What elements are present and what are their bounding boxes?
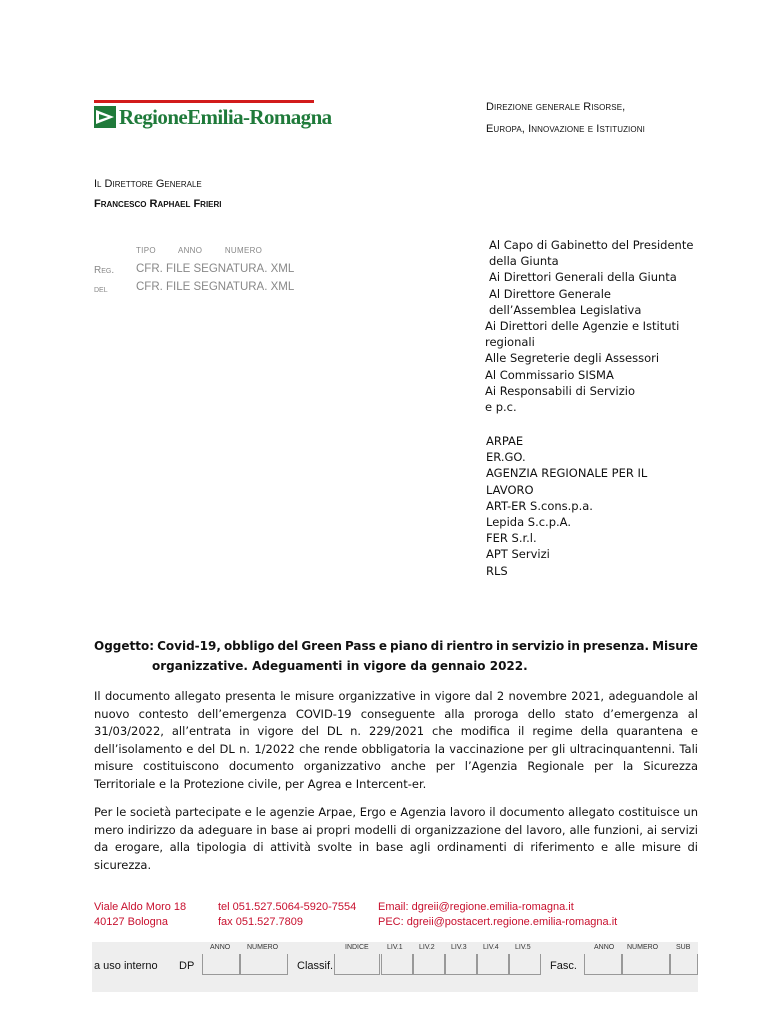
subject-line-2: organizzative. Adeguamenti in vigore da gennaio 2022. — [152, 659, 528, 673]
addressee-item: Al Direttore Generale — [489, 286, 611, 301]
subject-word: Misure — [652, 639, 698, 653]
col-tipo: TIPO — [136, 246, 156, 255]
filing-uso-interno: a uso interno — [94, 960, 158, 972]
cc-item: AGENZIA REGIONALE PER IL — [486, 466, 648, 481]
filing-anno-header: ANNO — [210, 944, 231, 951]
cc-item: RLS — [486, 563, 508, 578]
filing-liv2-cell — [413, 954, 445, 975]
signatory-role: Il Direttore Generale — [94, 178, 202, 190]
registration-header — [136, 246, 282, 255]
filing-numero2-cell — [622, 954, 670, 975]
subject-word: del — [277, 639, 299, 653]
subject-line-1 — [94, 636, 698, 656]
signatory-name: Francesco Raphael Frieri — [94, 198, 222, 210]
subject-word: Covid-19, — [157, 639, 221, 653]
filing-liv1-header: LIV.1 — [387, 944, 403, 951]
footer-fax: fax 051.527.7809 — [218, 916, 304, 928]
footer-address — [94, 900, 186, 930]
addressee-item: regionali — [485, 335, 535, 350]
addressee-item: Ai Direttori delle Agenzie e Istituti — [485, 319, 680, 334]
filing-liv2-header: LIV.2 — [419, 944, 435, 951]
subject-word: servizio — [511, 639, 565, 653]
cc-item: APT Servizi — [486, 547, 550, 562]
filing-liv5-header: LIV.5 — [515, 944, 531, 951]
filing-indice-header: INDICE — [345, 944, 369, 951]
filing-dp: DP — [179, 960, 195, 972]
col-anno: ANNO — [177, 246, 203, 255]
cc-item: ARPAE — [486, 434, 524, 448]
signatory-block — [94, 174, 222, 214]
addressee-item: Alle Segreterie degli Assessori — [485, 351, 660, 366]
filing-anno2-header: ANNO — [594, 944, 615, 951]
subject-word: piano — [390, 639, 428, 653]
reg-value: CFR. FILE SEGNATURA. XML — [136, 263, 295, 275]
filing-liv4-cell — [477, 954, 509, 975]
addressee-item: della Giunta — [489, 254, 559, 269]
footer-tel: tel 051.527.5064-5920-7554 — [218, 901, 357, 913]
filing-liv4-header: LIV.4 — [483, 944, 499, 951]
addressee-item: Al Capo di Gabinetto del Presidente — [489, 238, 694, 252]
regione-emblem-icon — [94, 106, 116, 128]
subject-word: in — [567, 639, 580, 653]
direzione-line-1: Direzione generale Risorse, — [486, 101, 626, 113]
addressee-item: e p.c. — [485, 400, 517, 415]
addressee-item: Ai Direttori Generali della Giunta — [489, 270, 677, 285]
filing-numero-header: NUMERO — [247, 944, 279, 951]
footer-address-line-2: 40127 Bologna — [94, 916, 169, 928]
filing-liv3-cell — [445, 954, 477, 975]
filing-indice-cell — [334, 954, 380, 975]
body-paragraph-2: Per le società partecipate e le agenzie Arpae, Ergo e Agenzia lavoro il documento allegato costituisce un mero indirizzo da adeguare in base ai propri modelli di organizzazione del lavoro, alle funzioni, ai servizi da erogare, alla tipologia di attività svolte in base agli ordinamenti di riferimento e alle misure di sicurezza. — [94, 805, 698, 872]
addressee-list — [487, 237, 693, 415]
addressee-item: Ai Responsabili di Servizio — [485, 383, 635, 398]
subject-word: Oggetto: — [94, 639, 155, 653]
col-numero: NUMERO — [224, 246, 263, 255]
filing-anno2-cell — [584, 954, 622, 975]
cc-item: Lepida S.c.p.A. — [486, 515, 571, 530]
filing-fasc: Fasc. — [550, 960, 577, 972]
subject-word: rientro — [446, 639, 493, 653]
subject-word: Green — [301, 639, 342, 653]
body-paragraph-1: Il documento allegato presenta le misure organizzative in vigore dal 2 novembre 2021, adeguandole al nuovo contesto dell’emergenza COVID-19 conseguente alla proroga dello stato d’emergenza al 31/03/2022, all’entrata in vigore del DL n. 229/2021 che modifica il regime della quarantena e dell’isolamento e del DL n. 1/2022 che rende obbligatoria la vaccinazione per gli ultracinquantenni. Tali misure costituiscono documento organizzativo anche per l’Agenzia Regionale per la Sicurezza Territoriale e la Protezione civile, per Agrea e Intercent-er. — [94, 689, 698, 791]
cc-list — [486, 433, 647, 579]
del-label: del — [94, 284, 108, 295]
del-value: CFR. FILE SEGNATURA. XML — [136, 281, 295, 293]
footer-phones — [218, 900, 356, 930]
filing-table — [92, 942, 698, 992]
filing-liv5-cell — [509, 954, 541, 975]
filing-numero2-header: NUMERO — [627, 944, 659, 951]
logo-text: RegioneEmilia-Romagna — [119, 105, 332, 129]
addressee-item: Al Commissario SISMA — [485, 367, 614, 382]
addressee-item: dell’Assemblea Legislativa — [489, 302, 642, 317]
direzione-line-2: Europa, Innovazione e Istituzioni — [486, 123, 645, 135]
subject-word: Pass — [344, 639, 376, 653]
footer-email: Email: dgreii@regione.emilia-romagna.it — [378, 901, 574, 913]
filing-classif: Classif. — [297, 960, 334, 972]
subject-word: in — [496, 639, 509, 653]
filing-liv1-cell — [381, 954, 413, 975]
footer-emails — [378, 900, 617, 930]
subject — [94, 636, 698, 676]
subject-word: presenza. — [582, 639, 650, 653]
footer-pec: PEC: dgreii@postacert.regione.emilia-romagna.it — [378, 916, 618, 928]
direzione-header — [486, 96, 645, 140]
filing-liv3-header: LIV.3 — [451, 944, 467, 951]
subject-word: di — [430, 639, 444, 653]
subject-word: e — [378, 639, 387, 653]
footer-address-line-1: Viale Aldo Moro 18 — [94, 901, 187, 913]
cc-item: ART-ER S.cons.p.a. — [486, 498, 593, 513]
regione-logo — [94, 100, 332, 134]
reg-label: Reg. — [94, 265, 115, 276]
subject-word: obbligo — [223, 639, 275, 653]
cc-item: LAVORO — [486, 482, 534, 497]
logo-red-bar — [94, 100, 314, 103]
cc-item: ER.GO. — [486, 450, 526, 465]
filing-sub-header: SUB — [676, 944, 691, 951]
filing-sub-cell — [670, 954, 698, 975]
cc-item: FER S.r.l. — [486, 531, 537, 546]
filing-numero-cell — [240, 954, 288, 975]
filing-anno-cell — [202, 954, 240, 975]
